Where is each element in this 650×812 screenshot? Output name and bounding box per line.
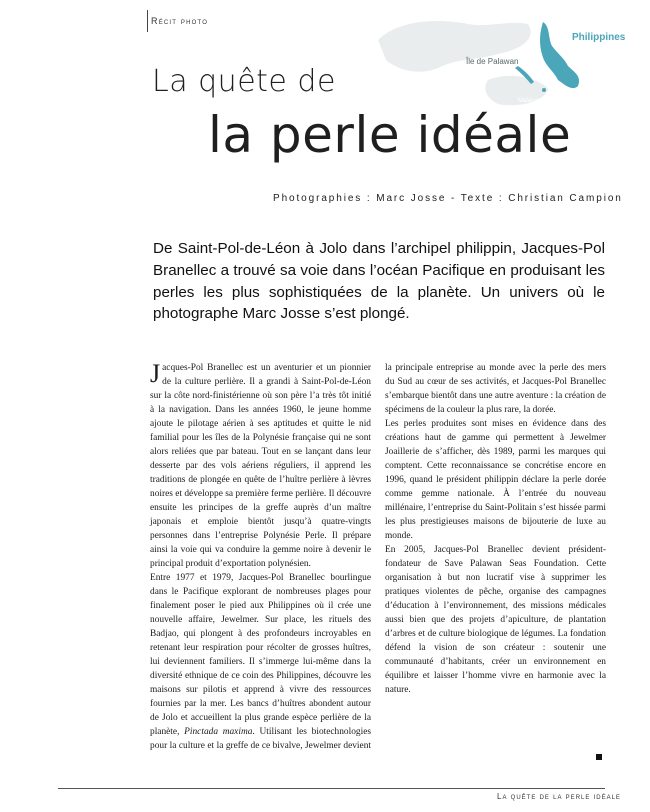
species-name: Pinctada maxima bbox=[184, 727, 253, 737]
paragraph-1-text: acques-Pol Branellec est un aventurier et un pionnier de la culture perlière. Il a grandi à Saint-Pol-de-Léon sur la côte nord-finistérienne où son père l’a très tôt initié à la navigation. Dans les années 1960, le jeune homme ajoute le pilotage aérien à ses aptitudes et quitte le nid familial pour les îles de la Polynésie française qui ne sont alors reliées que par bateau. Tout en se lançant dans leur desserte par des vols aériens réguliers, il apprend les traditions de plongée en quête de l’huître perlière à lèvres noires et développe sa première ferme perlière. Il découvre ensuite les principes de la greffe auprès d’un maître japonais et emploie bientôt jusqu’à quatre-vingts personnes dans l’entreprise Polynésie Perle. Il prépare ainsi la voie qui va conduire la gemme noire à devenir le principal produit d’exportation polynésien. bbox=[150, 363, 371, 569]
paragraph-3: Les perles produites sont mises en évidence dans des créations haut de gamme qui permettent à Jewelmer Joaillerie de s’afficher, dès 1989, parmi les marques qui comptent. Cette reconnaissance se concrétise encore en 1996, quand le président philippin déclare la perle dorée comme gemme nationale. À l’entrée du nouveau millénaire, l’entreprise du Saint-Politain s’est hissée parmi les plus prestigieuses maisons de bijouterie de luxe au monde. bbox=[385, 419, 606, 541]
footer-rule bbox=[58, 788, 605, 789]
end-mark bbox=[596, 754, 602, 760]
photo-text-credits: Photographies : Marc Josse - Texte : Christian Campion bbox=[273, 193, 623, 204]
title-line-1: La quête de bbox=[152, 64, 336, 99]
map-label-philippines: Philippines bbox=[572, 32, 626, 43]
map-label-palawan: Île de Palawan bbox=[466, 57, 519, 66]
running-footer: La quête de la perle idéale bbox=[497, 792, 621, 801]
drop-cap: J bbox=[150, 359, 161, 388]
map-label-malaisie: Malaisie bbox=[518, 98, 541, 104]
paragraph-4: En 2005, Jacques-Pol Branellec devient président-fondateur de Save Palawan Seas Foundation. Cette organisation à but non lucratif vise à supprimer les pratiques violentes de pêche, organise des campagnes d’éducation à l’environnement, des missions médicales aussi bien que des projets d’apiculture, de plantation d’arbres et de culture biologique de légumes. La fondation défend la vision de son créateur : soutenir une communauté d’habitants, créer un environnement en équilibre et laisser l’homme vivre en harmonie avec la nature. bbox=[385, 545, 606, 695]
paragraph-2-rest: . Utilisant les biotechnologies pour la culture et la greffe de ce bivalve, Jewelmer devient la principale entreprise au monde avec la perle des mers du Sud au cœur de ses activités, et Jacques-Pol Branellec s’embarque bientôt dans une autre aventure : la création de spécimens de la couleur la plus rare, la dorée. bbox=[150, 363, 606, 751]
title-line-2: la perle idéale bbox=[208, 106, 572, 164]
philippines-map bbox=[368, 10, 626, 110]
map-marker-jolo bbox=[542, 88, 546, 92]
rubric-rule bbox=[147, 10, 148, 32]
paragraph-1 bbox=[150, 361, 371, 571]
section-rubric: Récit photo bbox=[151, 16, 209, 26]
lead-text: De Saint-Pol-de-Léon à Jolo dans l’archipel philippin, Jacques-Pol Branellec a trouvé sa voie dans l’océan Pacifique en produisant les perles les plus sophistiquées de la planète. Un univers où le photographe Marc Josse s’est plongé. bbox=[153, 240, 605, 323]
paragraph-2-text: Entre 1977 et 1979, Jacques-Pol Branellec bourlingue dans le Pacifique explorant de nombreuses plages pour finalement poser le pied aux Philippines où il crée une nouvelle affaire, Jewelmer. Sur place, les rituels des Badjao, qui plongent à des profondeurs incroyables en retenant leur respiration pour récolter de grosses huîtres, lui deviennent familiers. Il s’immerge lui-même dans la diversité ethnique de ce coin des Philippines, découvre les maisons sur pilotis et apprend à vivre des ressources fournies par la mer. Les bancs d’huîtres abondent autour de Jolo et accueillent la plus grande espèce perlière de la planète, bbox=[150, 573, 371, 737]
article-body bbox=[150, 361, 606, 766]
lead-paragraph bbox=[153, 238, 605, 325]
